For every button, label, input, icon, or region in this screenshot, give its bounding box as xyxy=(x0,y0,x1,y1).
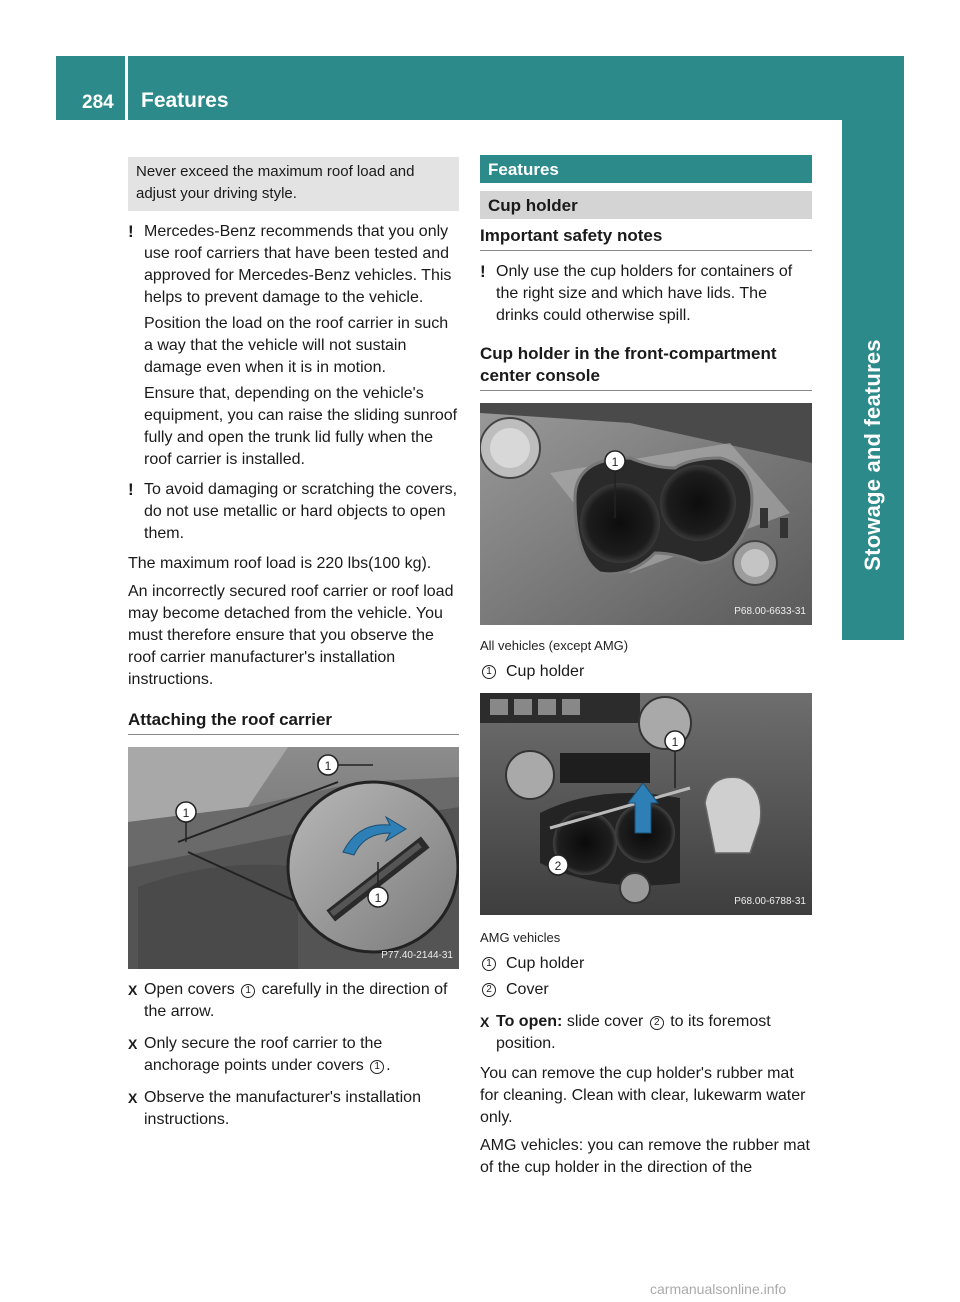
callout-icon: 1 xyxy=(370,1060,384,1074)
steps-list xyxy=(128,979,459,1131)
callout-icon: 1 xyxy=(482,957,496,971)
step-marker-icon: X xyxy=(480,1014,490,1030)
legend-item xyxy=(480,953,812,975)
warning-text: Ensure that, depending on the vehicle's equipment, you can raise the sliding sunroof fully and open the trunk lid fully when the roof carrier is installed. xyxy=(144,385,458,468)
warning-cup-holder xyxy=(480,261,812,327)
rubber-mat-paragraph: You can remove the cup holder's rubber mat for cleaning. Clean with clear, lukewarm water only. xyxy=(480,1065,806,1126)
step-marker-icon: X xyxy=(128,1036,138,1052)
section-title-safety: Important safety notes xyxy=(480,225,812,251)
step-text: Only secure the roof carrier to the anchorage points under covers xyxy=(144,1035,383,1074)
legend-text: Cup holder xyxy=(506,663,585,680)
step-bold-label: To open: xyxy=(496,1013,563,1030)
step-item xyxy=(128,1033,459,1077)
photo-code: P68.00-6788-31 xyxy=(734,896,806,907)
roof-carrier-photo xyxy=(128,747,459,969)
step-text: Observe the manufacturer's installation instructions. xyxy=(144,1089,421,1128)
roof-carrier-illustration xyxy=(128,747,459,969)
callout-label: 2 xyxy=(554,859,562,873)
side-tab-label: Stowage and features xyxy=(860,339,885,571)
section-title-front-console: Cup holder in the front-compartment center console xyxy=(480,343,812,391)
roof-load-note: Never exceed the maximum roof load and adjust your driving style. xyxy=(128,157,459,211)
left-column xyxy=(128,157,459,1131)
callout-label: 1 xyxy=(671,735,679,749)
legend-text: Cover xyxy=(506,981,549,998)
right-column xyxy=(480,155,812,1179)
step-item xyxy=(128,1087,459,1131)
legend-text: Cup holder xyxy=(506,955,585,972)
photo-caption: AMG vehicles xyxy=(480,930,561,945)
cup-holder-bar: Cup holder xyxy=(480,191,812,219)
warning-covers xyxy=(128,479,459,545)
header-divider xyxy=(125,56,128,120)
amg-rubber-mat-paragraph: AMG vehicles: you can remove the rubber mat of the cup holder in the direction of the xyxy=(480,1137,810,1176)
warning-roof-carriers xyxy=(128,221,459,471)
warning-icon: ! xyxy=(128,222,134,241)
callout-label: 1 xyxy=(182,806,190,820)
step-item xyxy=(128,979,459,1023)
callout-icon: 2 xyxy=(650,1016,664,1030)
section-title-attaching: Attaching the roof carrier xyxy=(128,709,459,735)
step-item xyxy=(480,1011,812,1055)
legend-item xyxy=(480,979,812,1001)
header-title: Features xyxy=(141,89,229,112)
features-bar: Features xyxy=(480,155,812,183)
legend-item xyxy=(480,661,812,683)
warning-text: Mercedes-Benz recommends that you only use roof carriers that have been tested and approved for Mercedes-Benz vehicles. This helps to prevent damage to the vehicle. xyxy=(144,223,452,306)
callout-label: 1 xyxy=(324,759,332,773)
step-marker-icon: X xyxy=(128,982,138,998)
page-number: 284 xyxy=(82,92,114,113)
roof-load-paragraph: The maximum roof load is 220 lbs(100 kg). xyxy=(128,555,432,572)
callout-icon: 1 xyxy=(482,665,496,679)
detached-load-paragraph: An incorrectly secured roof carrier or roof load may become detached from the vehicle. You must therefore ensure that you observe the roof carrier manufacturer's installation instructions. xyxy=(128,583,454,688)
cup-holder-illustration xyxy=(480,403,812,625)
warning-text: To avoid damaging or scratching the covers, do not use metallic or hard objects to open them. xyxy=(144,481,458,542)
step-text: slide cover xyxy=(566,1013,644,1030)
callout-label: 1 xyxy=(611,455,619,469)
amg-cup-holder-photo xyxy=(480,693,812,915)
step-text: Open covers xyxy=(144,981,235,998)
callout-icon: 1 xyxy=(241,984,255,998)
step-text: . xyxy=(386,1057,391,1074)
warning-icon: ! xyxy=(480,262,486,281)
callout-label: 1 xyxy=(374,891,382,905)
photo-code: P77.40-2144-31 xyxy=(381,950,453,961)
callout-icon: 2 xyxy=(482,983,496,997)
photo-caption: All vehicles (except AMG) xyxy=(480,638,629,653)
step-text: carefully in the direction of the arrow. xyxy=(144,981,448,1020)
warning-text: Position the load on the roof carrier in such a way that the vehicle will not sustain damage even when it is in motion. xyxy=(144,315,449,376)
footer-watermark: carmanualsonline.info xyxy=(650,1281,787,1297)
warning-text: Only use the cup holders for containers of the right size and which have lids. The drinks could otherwise spill. xyxy=(496,263,793,324)
step-text: to its foremost position. xyxy=(496,1013,771,1052)
step-marker-icon: X xyxy=(128,1090,138,1106)
amg-cup-holder-illustration xyxy=(480,693,812,915)
photo-code: P68.00-6633-31 xyxy=(734,606,806,617)
cup-holder-photo xyxy=(480,403,812,625)
warning-icon: ! xyxy=(128,480,134,499)
